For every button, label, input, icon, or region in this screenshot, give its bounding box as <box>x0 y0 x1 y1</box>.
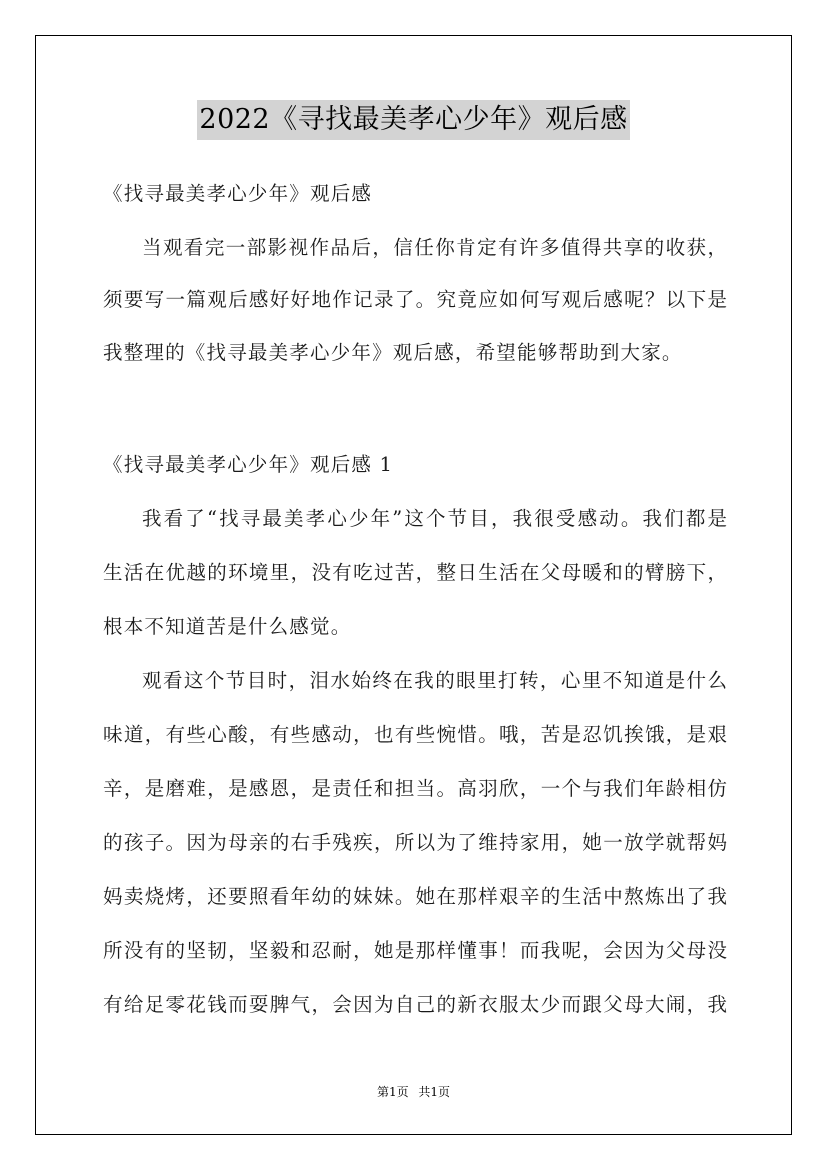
section-heading: 《找寻最美孝心少年》观后感 1 <box>103 453 394 476</box>
para1-line-1: 我看了“找寻最美孝心少年”这个节目，我很受感动。我们都是 <box>142 507 727 530</box>
title-container <box>0 100 827 140</box>
para2-line-5: 妈卖烧烤，还要照看年幼的妹妹。她在那样艰辛的生活中熬炼出了我 <box>103 885 727 908</box>
page-footer <box>0 1083 827 1100</box>
para1-line-2: 生活在优越的环境里，没有吃过苦，整日生活在父母暖和的臂膀下， <box>103 561 727 584</box>
para2-line-3: 辛，是磨难，是感恩，是责任和担当。高羽欣，一个与我们年龄相仿 <box>103 777 727 800</box>
para2-line-1: 观看这个节目时，泪水始终在我的眼里打转，心里不知道是什么 <box>142 669 727 692</box>
document-title: 2022《寻找最美孝心少年》观后感 <box>197 100 629 140</box>
intro-line-2: 须要写一篇观后感好好地作记录了。究竟应如何写观后感呢？以下是 <box>103 288 727 311</box>
para2-line-4: 的孩子。因为母亲的右手残疾，所以为了维持家用，她一放学就帮妈 <box>103 831 727 854</box>
para2-line-6: 所没有的坚韧，坚毅和忍耐，她是那样懂事！而我呢，会因为父母没 <box>103 939 727 962</box>
intro-line-3: 我整理的《找寻最美孝心少年》观后感，希望能够帮助到大家。 <box>103 341 683 364</box>
intro-line-1: 当观看完一部影视作品后，信任你肯定有许多值得共享的收获， <box>142 236 727 259</box>
page-number-total: 共1页 <box>418 1085 451 1099</box>
para2-line-2: 味道，有些心酸，有些感动，也有些惋惜。哦，苦是忍饥挨饿，是艰 <box>103 723 727 746</box>
subtitle: 《找寻最美孝心少年》观后感 <box>103 182 373 205</box>
para1-line-3: 根本不知道苦是什么感觉。 <box>103 615 352 638</box>
page-number-current: 第1页 <box>376 1085 409 1099</box>
para2-line-7: 有给足零花钱而耍脾气，会因为自己的新衣服太少而跟父母大闹，我 <box>103 993 727 1016</box>
